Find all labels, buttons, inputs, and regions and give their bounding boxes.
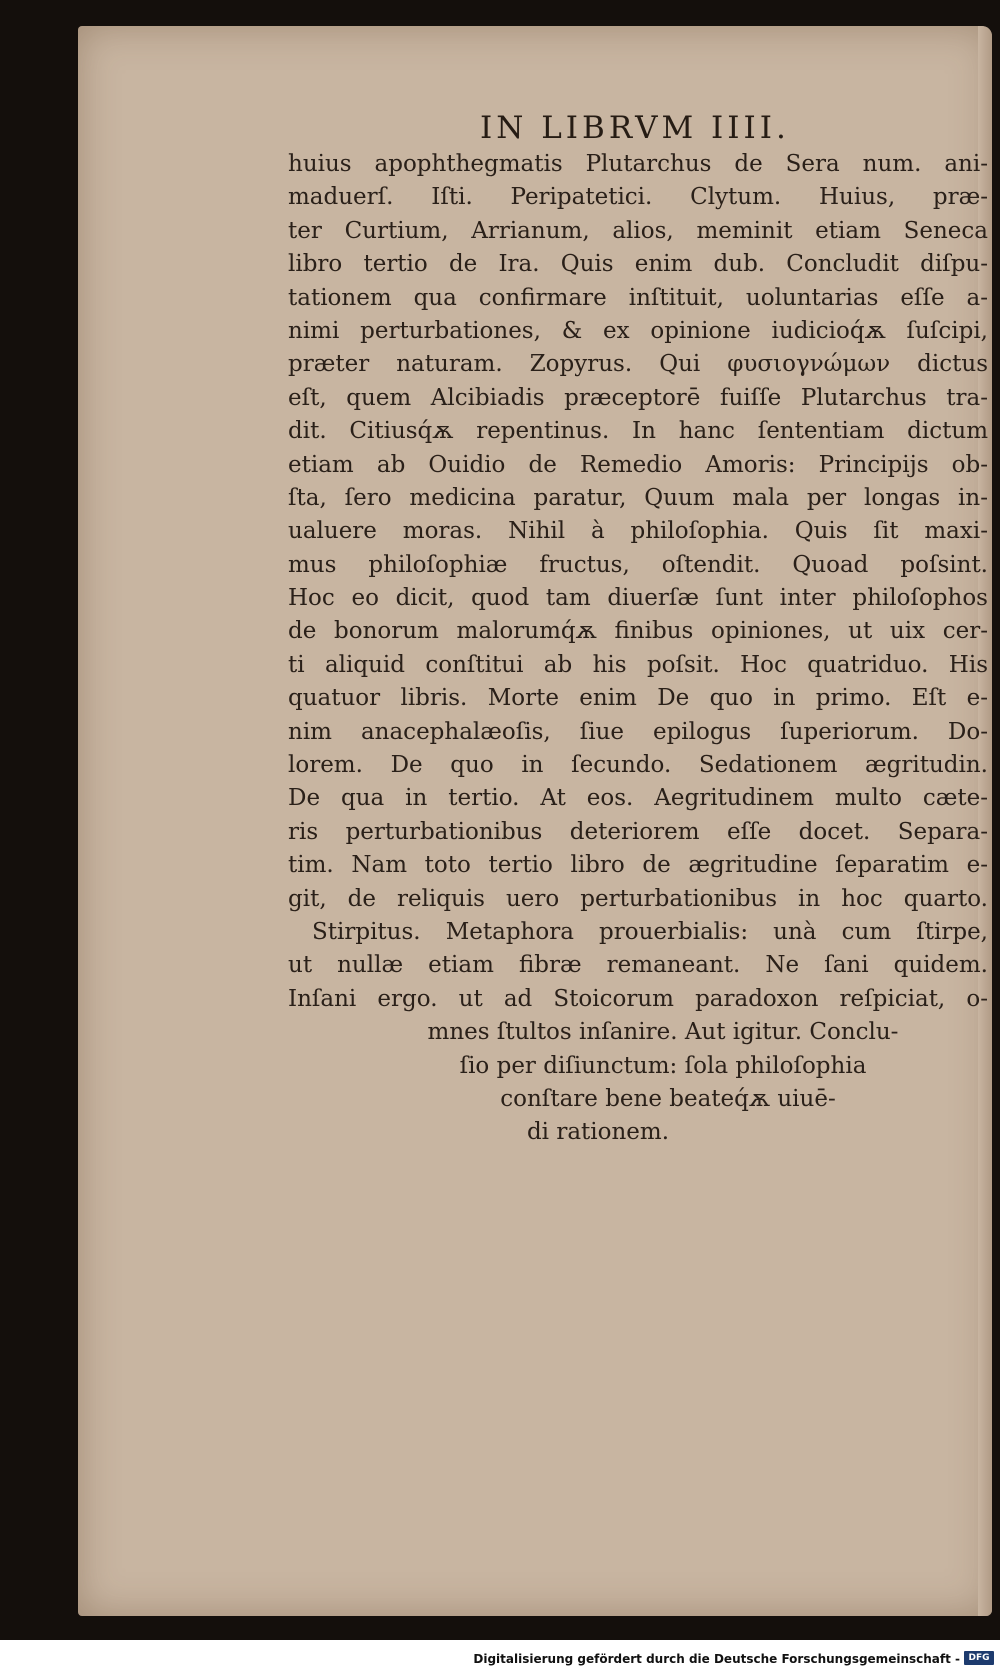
text-line: De qua in tertio. At eos. Aegritudinem multo cæte- xyxy=(288,785,988,812)
text-line: eſt, quem Alcibiadis præceptorē fuiſſe Plutarchus tra- xyxy=(288,384,988,411)
commentary-text-block xyxy=(288,148,988,1150)
text-line: huius apophthegmatis Plutarchus de Sera num. ani- xyxy=(288,151,988,177)
text-line: libro tertio de Ira. Quis enim dub. Concludit diſpu- xyxy=(288,251,988,278)
text-line: nimi perturbationes, & ex opinione iudicioq́ѫ ſuſcipi, xyxy=(288,317,988,344)
text-line: mnes ſtultos inſanire. Aut igitur. Conclu- xyxy=(427,1019,899,1046)
text-line: git, de reliquis uero perturbationibus in hoc quarto. xyxy=(288,885,988,912)
text-line: Hoc eo dicit, quod tam diuerſæ ſunt inter philoſophos xyxy=(288,585,988,612)
funding-note: Digitalisierung gefördert durch die Deutsche Forschungsgemeinschaft - xyxy=(473,1652,960,1666)
text-line: conſtare bene beateq́ѫ uiuē- xyxy=(500,1085,836,1112)
text-line: dit. Citiusq́ѫ repentinus. In hanc ſententiam dictum xyxy=(288,418,988,445)
text-line: lorem. De quo in ſecundo. Sedationem ægritudin. xyxy=(288,752,988,779)
running-head: IN LIBRVM IIII. xyxy=(480,110,790,146)
text-line: nim anacephalæoſis, ſiue epilogus ſuperiorum. Do- xyxy=(288,718,988,745)
dfg-logo: DFG xyxy=(964,1651,994,1665)
text-line: etiam ab Ouidio de Remedio Amoris: Principijs ob- xyxy=(288,451,988,478)
text-line: de bonorum malorumq́ѫ finibus opiniones, ut uix cer- xyxy=(288,618,988,645)
text-line: præter naturam. Zopyrus. Qui φυσιογνώμων dictus xyxy=(288,351,988,378)
text-line: tationem qua confirmare inſtituit, uoluntarias eſſe a- xyxy=(288,284,988,311)
text-line: di rationem. xyxy=(526,1119,670,1146)
text-line: mus philoſophiæ fructus, oſtendit. Quoad poſsint. xyxy=(288,551,988,578)
text-line: ti aliquid conſtitui ab his poſsit. Hoc quatriduo. His xyxy=(288,651,988,678)
text-line: ſta, ſero medicina paratur, Quum mala per longas in- xyxy=(288,484,988,511)
text-line: maduerſ. Iſti. Peripatetici. Clytum. Huius, præ- xyxy=(288,184,988,211)
text-line: tim. Nam toto tertio libro de ægritudine ſeparatim e- xyxy=(288,852,988,879)
text-line: ualuere moras. Nihil à philoſophia. Quis ſit maxi- xyxy=(288,518,988,545)
text-line: ſio per diſiunctum: ſola philoſophia xyxy=(459,1052,867,1079)
text-line: quatuor libris. Morte enim De quo in primo. Eſt e- xyxy=(288,685,988,712)
text-line: ut nullæ etiam fibræ remaneant. Ne ſani quidem. xyxy=(288,952,988,979)
text-line: Stirpitus. Metaphora prouerbialis: unà cum ſtirpe, xyxy=(312,918,988,945)
text-line: ter Curtium, Arrianum, alios, meminit etiam Seneca xyxy=(288,217,988,244)
text-line: Inſani ergo. ut ad Stoicorum paradoxon reſpiciat, o- xyxy=(288,985,988,1012)
text-line: ris perturbationibus deteriorem eſſe docet. Separa- xyxy=(288,818,988,845)
